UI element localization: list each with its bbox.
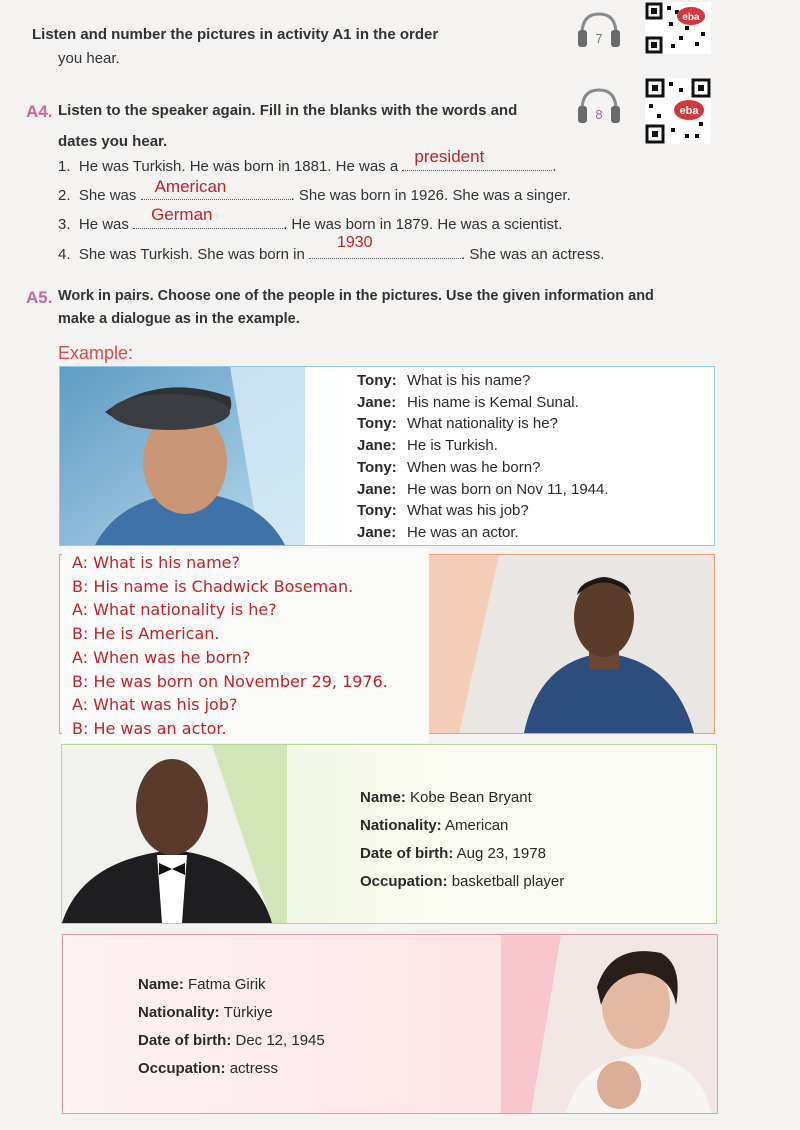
blank-field[interactable] <box>141 177 291 200</box>
kemal-sunal-photo <box>60 367 305 545</box>
a3-instruction-line2: you hear. <box>58 50 120 67</box>
svg-text:eba: eba <box>682 12 700 23</box>
headphones-icon[interactable] <box>576 86 622 131</box>
svg-text:eba: eba <box>679 105 699 117</box>
dialogue-line: Jane: He was born on Nov 11, 1944. <box>357 480 609 498</box>
fatma-girik-photo <box>501 935 717 1113</box>
handwritten-line: B: His name is Chadwick Boseman. <box>72 576 354 596</box>
qr-code-icon[interactable] <box>645 2 711 54</box>
a4-number: A4. <box>26 102 53 121</box>
info-dob: Date of birth: Aug 23, 1978 <box>360 845 546 862</box>
info-occupation: Occupation: basketball player <box>360 873 565 890</box>
dialogue-line: Jane: He was an actor. <box>357 523 519 541</box>
example-dialogue <box>357 370 609 544</box>
fatma-info <box>138 971 325 1083</box>
a4-item-2: 2. She was American . She was born in 1926. She was a singer. <box>58 177 571 204</box>
handwritten-line: B: He was an actor. <box>72 718 227 738</box>
a5-number: A5. <box>26 288 53 307</box>
dialogue-line: Tony: What is his name? <box>357 372 531 389</box>
example-card <box>59 366 715 546</box>
info-name: Name: Kobe Bean Bryant <box>360 789 532 806</box>
a5-instruction-line2: make a dialogue as in the example. <box>58 311 300 327</box>
kobe-info <box>360 784 564 896</box>
headphones-icon[interactable] <box>576 10 622 55</box>
handwritten-line: B: He was born on November 29, 1976. <box>72 671 388 691</box>
track-number: 8 <box>595 107 603 122</box>
kobe-card <box>61 744 717 924</box>
blank-field[interactable] <box>133 205 283 229</box>
answer-text: president <box>414 147 485 166</box>
a4-item-3: 3. He was German . He was born in 1879. He was a scientist. <box>58 205 563 233</box>
handwritten-line: B: He is American. <box>72 624 220 644</box>
chadwick-boseman-photo <box>429 555 714 733</box>
a4-item-4: 4. She was Turkish. She was born in 1930 . She was an actress. <box>58 234 605 263</box>
handwritten-dialogue <box>72 551 388 741</box>
blank-field[interactable] <box>309 234 461 259</box>
info-name: Name: Fatma Girik <box>138 976 266 993</box>
a4-instruction-line2: dates you hear. <box>58 133 168 150</box>
a3-instruction-line1: Listen and number the pictures in activity A1 in the order <box>32 26 439 43</box>
example-label: Example: <box>58 343 134 363</box>
handwritten-line: A: What was his job? <box>72 695 238 715</box>
dialogue-line: Tony: What was his job? <box>357 502 529 520</box>
dialogue-line: Jane: His name is Kemal Sunal. <box>357 393 579 411</box>
dialogue-line: Tony: What nationality is he? <box>357 415 558 433</box>
handwritten-line: A: When was he born? <box>72 647 251 667</box>
answer-text: German <box>151 205 213 224</box>
info-nationality: Nationality: Türkiye <box>138 1004 273 1021</box>
qr-code-icon[interactable] <box>645 78 711 144</box>
handwritten-sheet <box>62 549 429 743</box>
info-nationality: Nationality: American <box>360 817 509 834</box>
blank-field[interactable] <box>402 147 552 171</box>
kobe-bryant-photo <box>62 745 287 923</box>
track-number: 7 <box>595 31 603 46</box>
a5-instruction-line1: Work in pairs. Choose one of the people in the pictures. Use the given information and <box>58 288 654 304</box>
handwritten-line: A: What is his name? <box>72 553 241 572</box>
info-occupation: Occupation: actress <box>138 1060 279 1077</box>
answer-text: 1930 <box>336 234 373 251</box>
dialogue-line: Jane: He is Turkish. <box>357 437 498 455</box>
handwritten-line: A: What nationality is he? <box>72 600 277 620</box>
a4-item-1: 1. He was Turkish. He was born in 1881. He was a president . <box>58 147 557 175</box>
a4-instruction-line1: Listen to the speaker again. Fill in the blanks with the words and <box>58 102 518 119</box>
answer-text: American <box>154 177 227 196</box>
fatma-card <box>62 934 718 1114</box>
info-dob: Date of birth: Dec 12, 1945 <box>138 1032 325 1049</box>
dialogue-line: Tony: When was he born? <box>357 458 541 476</box>
